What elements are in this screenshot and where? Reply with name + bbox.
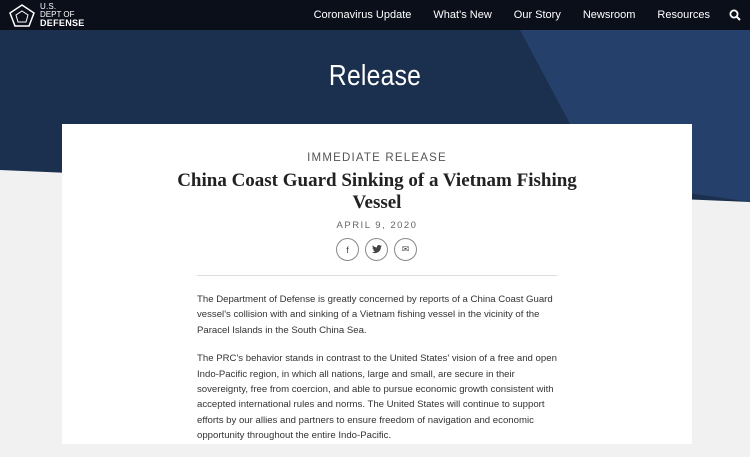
release-type-label: IMMEDIATE RELEASE bbox=[307, 152, 447, 164]
email-share-button[interactable] bbox=[394, 238, 417, 261]
logo-line-2: DEPT OF bbox=[40, 10, 75, 19]
nav-whats-new[interactable]: What's New bbox=[433, 9, 492, 21]
logo-wordmark bbox=[40, 3, 85, 27]
article-headline: China Coast Guard Sinking of a Vietnam Fishing Vessel bbox=[177, 170, 577, 213]
twitter-icon bbox=[372, 245, 382, 254]
facebook-share-button[interactable] bbox=[336, 238, 359, 261]
logo-line-3: DEFENSE bbox=[40, 18, 85, 28]
top-navigation-bar bbox=[0, 0, 750, 30]
nav-our-story[interactable]: Our Story bbox=[513, 9, 561, 21]
article-card bbox=[62, 124, 692, 444]
article-body bbox=[197, 292, 562, 457]
article-paragraph: The Department of Defense is greatly concerned by reports of a China Coast Guard vessel's collision with and sinking of a Vietnam fishing vessel in the vicinity of the Paracel Islands in the South China Sea. bbox=[197, 294, 553, 336]
logo-line-1: U.S. bbox=[40, 2, 57, 11]
nav-resources[interactable]: Resources bbox=[657, 9, 710, 21]
page-title: Release bbox=[328, 60, 422, 92]
nav-coronavirus-update[interactable]: Coronavirus Update bbox=[313, 9, 412, 21]
facebook-icon: f bbox=[346, 244, 349, 255]
search-button[interactable] bbox=[720, 0, 750, 30]
main-nav bbox=[292, 0, 710, 30]
dod-logo[interactable] bbox=[8, 3, 85, 27]
nav-newsroom[interactable]: Newsroom bbox=[582, 9, 636, 21]
pentagon-icon bbox=[8, 3, 36, 27]
article-paragraph: The PRC's behavior stands in contrast to the United States' vision of a free and open Indo-Pacific region, in which all nations, large and small, are secure in their sovereignty, free from coercion, and able to pursue economic growth consistent with accepted international rules and norms. The United States will continue to support efforts by our allies and partners to ensure freedom of navigation and economic opportunity throughout the entire Indo-Pacific. bbox=[197, 353, 557, 442]
divider bbox=[197, 275, 557, 276]
email-icon: ✉ bbox=[401, 244, 410, 254]
article-date: APRIL 9, 2020 bbox=[336, 220, 418, 231]
share-buttons bbox=[336, 238, 423, 261]
search-icon bbox=[729, 9, 741, 21]
twitter-share-button[interactable] bbox=[365, 238, 388, 261]
